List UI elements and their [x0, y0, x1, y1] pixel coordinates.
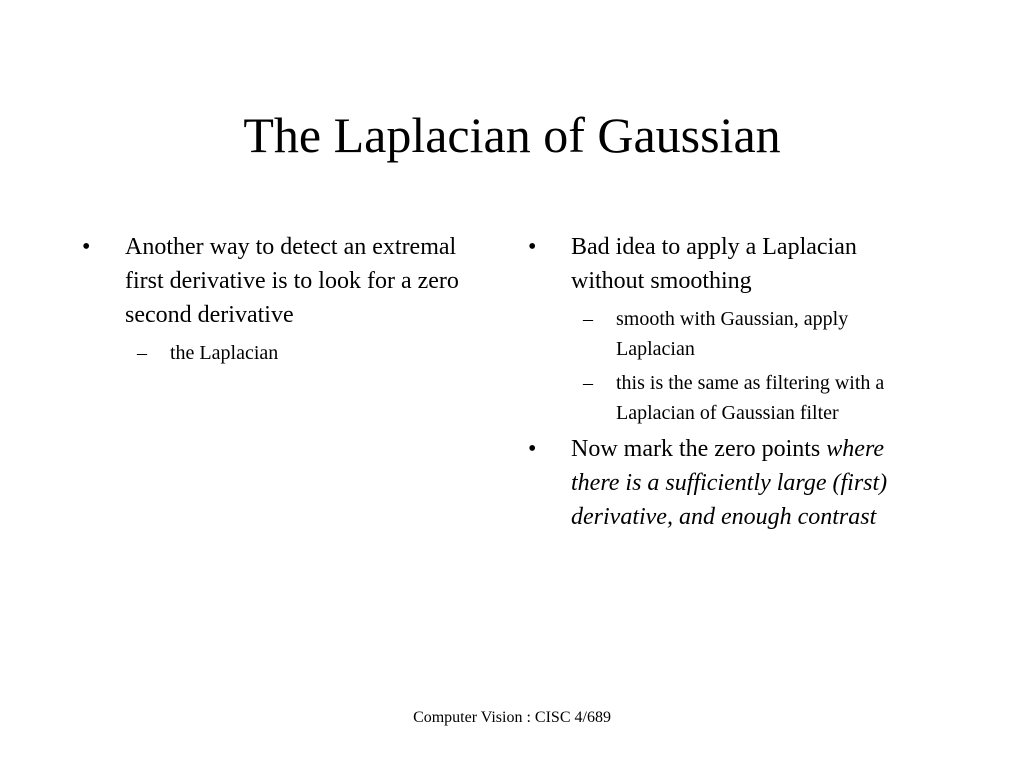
bullet-text: Bad idea to apply a Laplacian without smoothing — [571, 234, 857, 294]
bullet-marker: • — [528, 436, 537, 462]
sub-bullet-text: this is the same as filtering with a Laplacian of Gaussian filter — [616, 372, 885, 424]
bullet-item — [82, 230, 472, 332]
sub-bullet-item — [528, 304, 928, 364]
bullet-item — [528, 432, 928, 534]
sub-bullet-marker: – — [583, 372, 593, 394]
sub-bullet-item — [82, 338, 472, 368]
slide-footer: Computer Vision : CISC 4/689 — [413, 709, 611, 726]
slide-title: The Laplacian of Gaussian — [243, 107, 781, 163]
sub-bullet-marker: – — [137, 342, 147, 364]
bullet-text-italic: where there is a sufficiently large (first) derivative, and enough contrast — [571, 436, 888, 530]
bullet-marker: • — [528, 234, 537, 260]
bullet-text — [571, 436, 887, 530]
sub-bullet-text: smooth with Gaussian, apply Laplacian — [616, 308, 849, 360]
bullet-marker: • — [82, 234, 91, 260]
sub-bullet-marker: – — [583, 308, 593, 330]
bullet-item — [528, 230, 928, 298]
right-column — [528, 230, 928, 540]
bullet-text-plain: Now mark the zero points — [571, 436, 827, 462]
sub-bullet-text: the Laplacian — [170, 342, 279, 364]
left-column — [82, 230, 472, 372]
bullet-text: Another way to detect an extremal first derivative is to look for a zero second derivative — [125, 234, 459, 328]
sub-bullet-item — [528, 368, 928, 428]
